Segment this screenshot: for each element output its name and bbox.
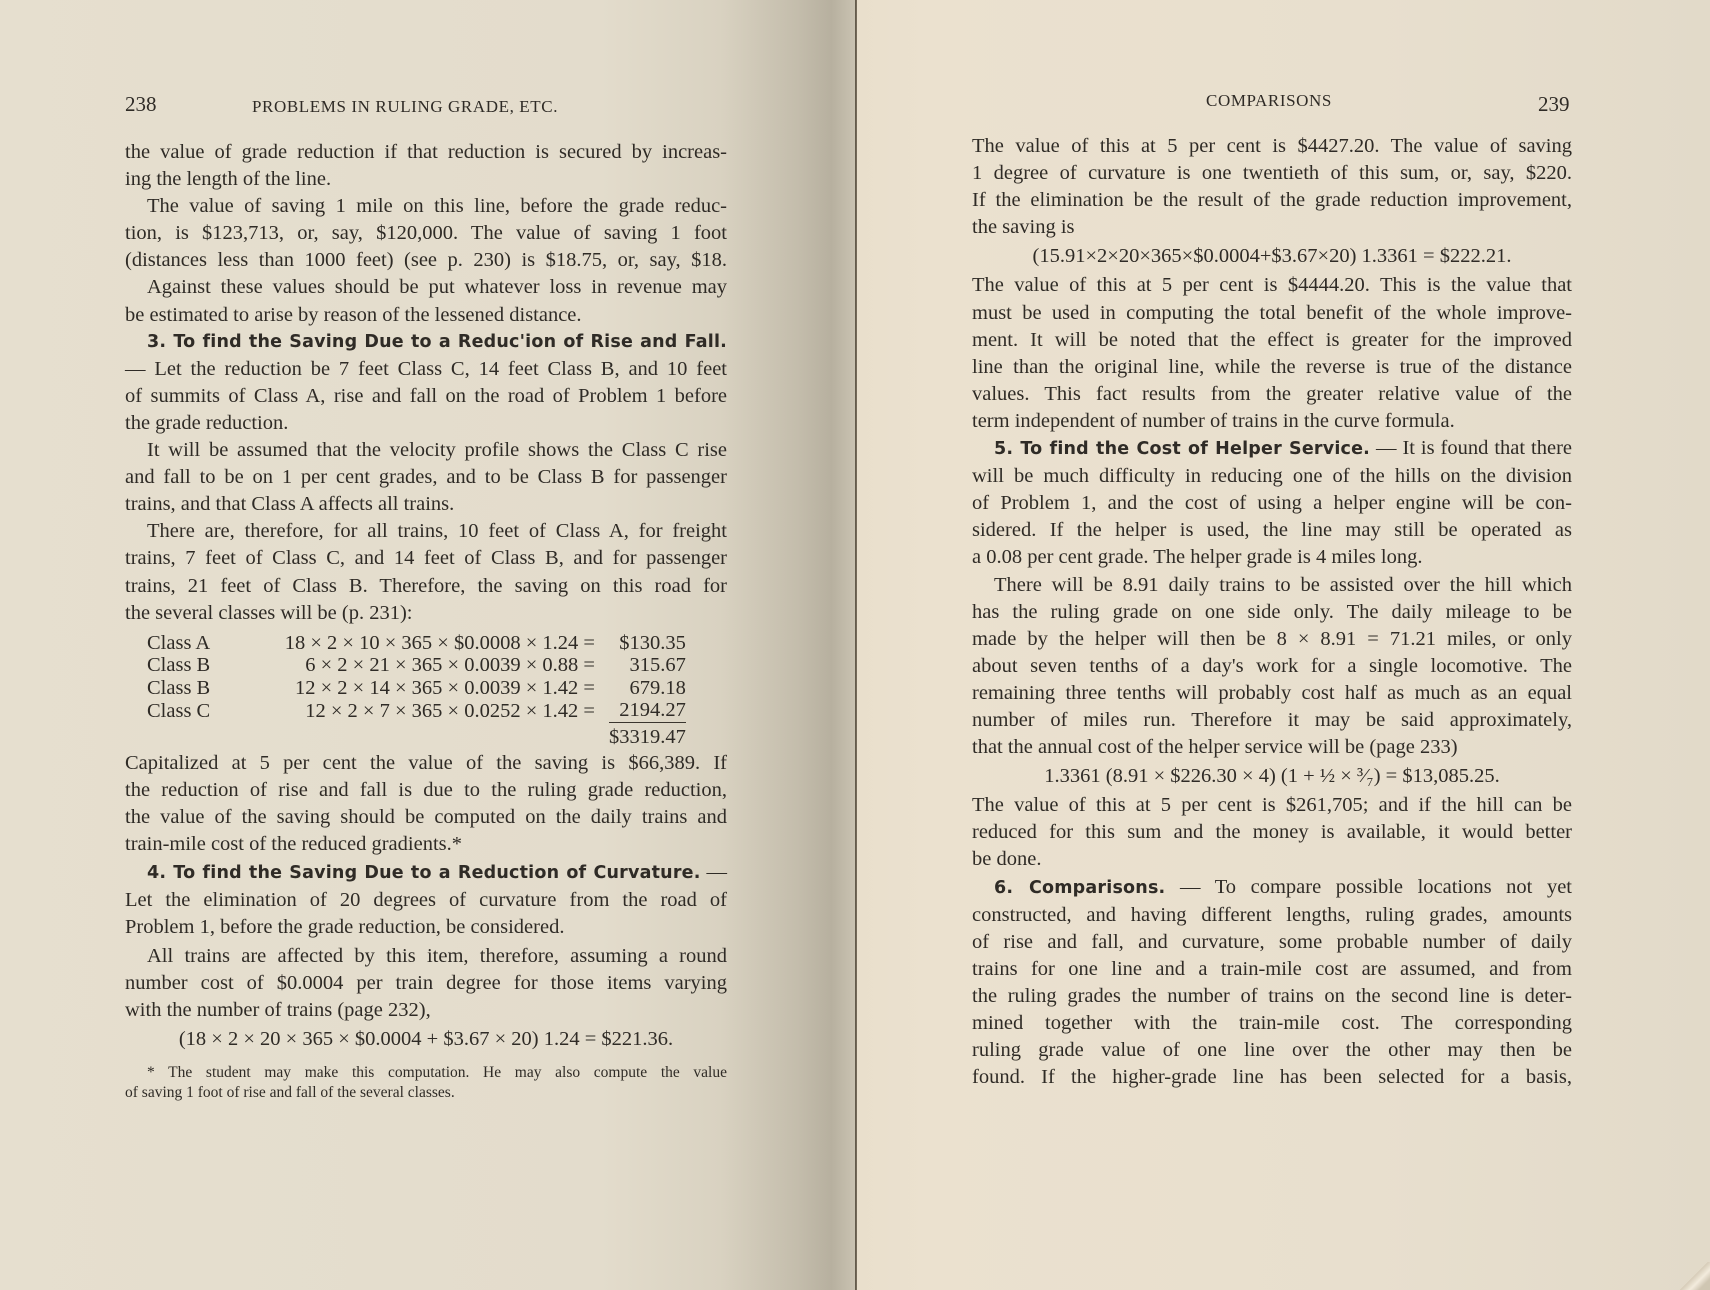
footnote-line: of saving 1 foot of rise and fall of the several classes. [125,1084,455,1102]
running-head-left: PROBLEMS IN RULING GRADE, ETC. [252,97,559,116]
text-line: trains, 7 feet of Class C, and 14 feet of Class B, and for passenger [125,547,727,570]
text-line: train-mile cost of the reduced gradients.* [125,833,462,856]
text-line: be estimated to arise by reason of the lessened distance. [125,303,582,326]
text-line: made by the helper will then be 8 × 8.91 = 71.21 miles, or only [972,627,1572,650]
text-line: ruling grade value of one line over the other may then be [972,1039,1572,1062]
text-line: and fall to be on 1 per cent grades, and to be Class B for passenger [125,466,727,489]
paragraph [125,274,727,328]
running-head-right: COMPARISONS [1206,91,1332,110]
paragraph [972,272,1572,435]
text-line: Problem 1, before the grade reduction, be considered. [125,915,565,938]
text-line: It will be assumed that the velocity profile shows the Class C rise [147,439,727,462]
left-page-body [125,139,727,1103]
text-line: values. This fact results from the greater relative value of the [972,382,1572,405]
text-line: tion, is $123,713, or, say, $120,000. The value of saving 1 foot [125,222,727,245]
class-expression: 6 × 2 × 21 × 365 × 0.0039 × 0.88 = [305,654,595,677]
text-line: number cost of $0.0004 per train degree for those items varying [125,971,727,994]
text-line: found. If the higher-grade line has been selected for a basis, [972,1066,1572,1089]
class-expression: 12 × 2 × 7 × 365 × 0.0252 × 1.42 = [305,699,595,722]
text-line: the saving is [972,216,1075,239]
text-line: ing the length of the line. [125,168,332,191]
table-total: $3319.47 [609,725,686,748]
text-line: Against these values should be put whatever loss in revenue may [147,276,727,299]
section-6 [972,874,1572,1092]
text-line: a 0.08 per cent grade. The helper grade is 4 miles long. [972,546,1423,569]
paragraph [125,518,727,626]
text-line: line than the original line, while the reverse is true of the distance [972,355,1572,378]
text-line: trains, 21 feet of Class B. Therefore, the saving on this road for [125,574,727,597]
right-page-body [972,133,1572,1091]
section-4 [125,859,727,941]
section-4-heading-line [125,859,727,887]
text-line: with the number of trains (page 232), [125,999,431,1022]
paragraph [125,437,727,518]
text-line: that the annual cost of the helper service will be (page 233) [972,736,1458,759]
page-number-left: 238 [125,92,157,116]
section-6-heading: 6. Comparisons. [994,877,1166,898]
section-5-heading-line [972,435,1572,463]
paragraph [125,193,727,274]
text-line: number of miles run. Therefore it may be said approximately, [972,708,1572,731]
table-row [147,677,686,700]
text-line: There are, therefore, for all trains, 10 feet of Class A, for freight [147,520,727,543]
section-6-heading-line [972,874,1572,902]
paragraph [972,572,1572,762]
class-result: 679.18 [629,676,686,699]
class-label: Class B [147,654,211,677]
text-line: about seven tenths of a day's work for a single locomotive. The [972,654,1572,677]
text-line: has the ruling grade on one side only. The daily mileage to be [972,600,1572,623]
paragraph [125,139,727,193]
class-expression: 18 × 2 × 10 × 365 × $0.0008 × 1.24 = [284,631,595,654]
text-line: The value of this at 5 per cent is $4427.20. The value of saving [972,135,1572,157]
footnote-line: * The student may make this computation. He may also compute the value [147,1064,727,1082]
text-line: reduced for this sum and the money is available, it would better [972,821,1572,844]
right-page [857,0,1710,1290]
footnote [125,1063,727,1103]
text-line: of rise and fall, and curvature, some probable number of daily [972,930,1572,953]
text-line: 1 degree of curvature is one twentieth of this sum, or, say, $220. [972,162,1572,185]
text-line: remaining three tenths will probably cost half as much as an equal [972,681,1572,704]
text-line: — Let the reduction be 7 feet Class C, 14 feet Class B, and 10 feet [125,357,727,380]
class-result: 2194.27 [609,699,686,722]
text-line: the value of the saving should be computed on the daily trains and [125,806,727,829]
text-line: sidered. If the helper is used, the line may still be operated as [972,519,1572,542]
table-total-row [147,722,686,748]
text-line: trains, and that Class A affects all trains. [125,493,455,516]
text-line: mined together with the train-mile cost. The corresponding [972,1012,1572,1034]
equation-curvature: (18 × 2 × 20 × 365 × $0.0004 + $3.67 × 20) 1.24 = $221.36. [178,1028,674,1051]
equation-helper-cost: 1.3361 (8.91 × $226.30 × 4) (1 + ½ × ³⁄₇) = $13,085.25. [1044,765,1500,788]
section-5-heading: 5. To find the Cost of Helper Service. [994,439,1371,460]
em-dash: — [706,860,727,883]
class-result: $130.35 [619,631,686,654]
table-row [147,699,686,722]
page-corner-fold [1670,1262,1710,1290]
section-3 [125,329,727,437]
paragraph [972,133,1572,241]
text-line: ment. It will be noted that the effect is greater for the improved [972,328,1572,351]
text-line: If the elimination be the result of the grade reduction improvement, [972,189,1572,212]
section-3-heading: 3. To find the Saving Due to a Reduc'ion of Rise and Fall. [147,331,727,352]
text-line: the grade reduction. [125,411,289,434]
class-label: Class A [147,631,211,654]
section-4-heading: 4. To find the Saving Due to a Reduction of Curvature. [147,862,701,883]
paragraph [125,943,727,1024]
text-line: (distances less than 1000 feet) (see p. 230) is $18.75, or, say, $18. [125,249,727,272]
text-line: the several classes will be (p. 231): [125,601,413,624]
text-line: constructed, and having different lengths, ruling grades, amounts [972,903,1572,926]
paragraph [125,750,727,858]
class-label: Class B [147,676,211,699]
text-line: be done. [972,848,1042,871]
text-line: There will be 8.91 daily trains to be assisted over the hill which [994,573,1572,596]
text-line: the value of grade reduction if that reduction is secured by increas- [125,141,727,163]
text-line: term independent of number of trains in the curve formula. [972,409,1455,432]
text-line: of summits of Class A, rise and fall on the road of Problem 1 before [125,384,727,407]
table-row [147,654,686,677]
text-line: the ruling grades the number of trains on the second line is deter- [972,984,1572,1007]
text-line: the reduction of rise and fall is due to the ruling grade reduction, [125,779,727,802]
class-saving-table [147,632,686,749]
text-line: All trains are affected by this item, therefore, assuming a round [147,944,727,967]
empty-cell [147,722,265,748]
text-line: of Problem 1, and the cost of using a helper engine will be con- [972,492,1572,515]
equation-improved-curvature: (15.91×2×20×365×$0.0004+$3.67×20) 1.3361 = $222.21. [1032,245,1512,268]
text-line: The value of this at 5 per cent is $261,705; and if the hill can be [972,794,1572,817]
table-row [147,632,686,655]
text-fragment: — It is found that there [1376,437,1573,460]
class-label: Class C [147,699,211,722]
text-line: Capitalized at 5 per cent the value of the saving is $66,389. If [125,752,727,775]
class-result: 315.67 [629,654,686,677]
empty-cell [265,722,609,748]
text-fragment: — To compare possible locations not yet [1180,875,1572,898]
text-line: The value of this at 5 per cent is $4444.20. This is the value that [972,274,1572,297]
text-line: Let the elimination of 20 degrees of curvature from the road of [125,888,727,911]
text-line: must be used in computing the total benefit of the whole improve- [972,301,1572,324]
page-number-right: 239 [1538,92,1570,116]
text-line: trains for one line and a train-mile cost are assumed, and from [972,957,1572,980]
text-line: will be much difficulty in reducing one of the hills on the division [972,465,1572,488]
section-5 [972,435,1572,571]
text-line: The value of saving 1 mile on this line, before the grade reduc- [147,195,727,218]
paragraph [972,792,1572,873]
class-expression: 12 × 2 × 14 × 365 × 0.0039 × 1.42 = [295,676,595,699]
